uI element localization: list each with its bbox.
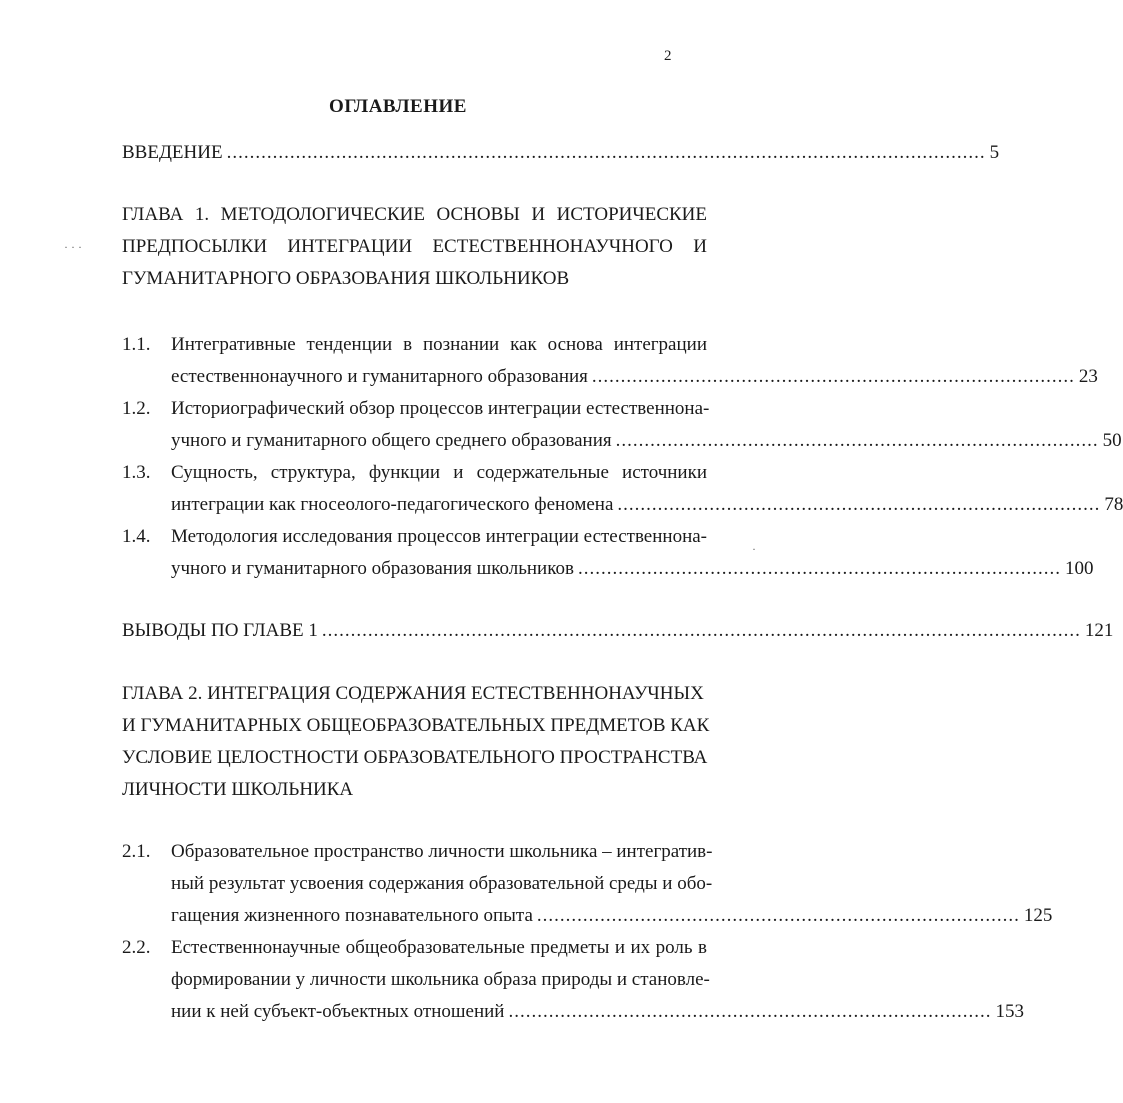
section-1-2-text: учного и гуманитарного общего среднего образования bbox=[171, 430, 612, 451]
section-number: 2.1. bbox=[122, 841, 151, 862]
section-1-4-line1[interactable]: Методология исследования процессов интеграции естественнона- bbox=[171, 526, 707, 547]
leader-dots: .................................................................................................................................... bbox=[321, 620, 1081, 641]
section-1-1-page: 23 bbox=[1078, 366, 1098, 387]
section-2-2-text: нии к ней субъект-объектных отношений bbox=[171, 1001, 505, 1022]
section-2-2-line3[interactable] bbox=[171, 1001, 1024, 1023]
section-1-3-line2[interactable] bbox=[171, 494, 1123, 516]
conclusions-page: 121 bbox=[1084, 620, 1114, 641]
section-1-3-text: интеграции как гносеолого-педагогического феномена bbox=[171, 494, 614, 515]
section-number: 1.4. bbox=[122, 526, 151, 547]
section-1-4-page: 100 bbox=[1064, 558, 1094, 579]
chapter1-heading-line2[interactable]: ПРЕДПОСЫЛКИ ИНТЕГРАЦИИ ЕСТЕСТВЕННОНАУЧНОГО И bbox=[122, 236, 707, 257]
toc-entry-introduction[interactable] bbox=[122, 142, 1000, 164]
section-number: 2.2. bbox=[122, 937, 151, 958]
section-2-1-line2[interactable]: ный результат усвоения содержания образовательной среды и обо- bbox=[171, 873, 713, 894]
chapter2-heading-line1[interactable]: ГЛАВА 2. ИНТЕГРАЦИЯ СОДЕРЖАНИЯ ЕСТЕСТВЕННОНАУЧНЫХ bbox=[122, 683, 704, 704]
leader-dots: .................................................................................................................................... bbox=[226, 142, 986, 163]
chapter1-heading-line3[interactable]: ГУМАНИТАРНОГО ОБРАЗОВАНИЯ ШКОЛЬНИКОВ bbox=[122, 268, 570, 289]
section-2-2-line1[interactable]: Естественнонаучные общеобразовательные предметы и их роль в bbox=[171, 937, 707, 958]
section-number: 1.1. bbox=[122, 334, 151, 355]
leader-dots: .................................................................................... bbox=[591, 366, 1075, 387]
chapter2-heading-line2[interactable]: И ГУМАНИТАРНЫХ ОБЩЕОБРАЗОВАТЕЛЬНЫХ ПРЕДМЕТОВ КАК bbox=[122, 715, 710, 736]
leader-dots: .................................................................................... bbox=[577, 558, 1061, 579]
leader-dots: .................................................................................... bbox=[617, 494, 1101, 515]
section-1-2-line2[interactable] bbox=[171, 430, 1122, 452]
section-1-3-page: 78 bbox=[1104, 494, 1123, 515]
section-2-1-text: гащения жизненного познавательного опыта bbox=[171, 905, 533, 926]
leader-dots: .................................................................................... bbox=[536, 905, 1020, 926]
section-1-1-line2[interactable] bbox=[171, 366, 1098, 388]
section-1-3-line1[interactable]: Сущность, структура, функции и содержательные источники bbox=[171, 462, 707, 483]
section-2-2-line2[interactable]: формировании у личности школьника образа природы и становле- bbox=[171, 969, 710, 990]
section-2-2-page: 153 bbox=[995, 1001, 1024, 1022]
scan-speck: · bbox=[752, 542, 756, 556]
section-2-1-page: 125 bbox=[1023, 905, 1053, 926]
scan-speck: · · · bbox=[64, 240, 82, 254]
section-2-1-line1[interactable]: Образовательное пространство личности школьника – интегратив- bbox=[171, 841, 713, 862]
page-number: 2 bbox=[664, 48, 672, 64]
section-number: 1.3. bbox=[122, 462, 151, 483]
section-1-4-text: учного и гуманитарного образования школьников bbox=[171, 558, 574, 579]
chapter2-heading-line3[interactable]: УСЛОВИЕ ЦЕЛОСТНОСТИ ОБРАЗОВАТЕЛЬНОГО ПРОСТРАНСТВА bbox=[122, 747, 708, 768]
introduction-label: ВВЕДЕНИЕ bbox=[122, 142, 223, 163]
section-number: 1.2. bbox=[122, 398, 151, 419]
toc-title: ОГЛАВЛЕНИЕ bbox=[329, 96, 467, 117]
section-1-2-line1[interactable]: Историографический обзор процессов интеграции естественнона- bbox=[171, 398, 710, 419]
section-1-2-page: 50 bbox=[1102, 430, 1122, 451]
section-1-1-line1[interactable]: Интегративные тенденции в познании как основа интеграции bbox=[171, 334, 707, 355]
conclusions-label: ВЫВОДЫ ПО ГЛАВЕ 1 bbox=[122, 620, 318, 641]
section-2-1-line3[interactable] bbox=[171, 905, 1053, 927]
section-1-4-line2[interactable] bbox=[171, 558, 1094, 580]
chapter1-heading-line1[interactable]: ГЛАВА 1. МЕТОДОЛОГИЧЕСКИЕ ОСНОВЫ И ИСТОРИЧЕСКИЕ bbox=[122, 204, 707, 225]
toc-entry-conclusions-1[interactable] bbox=[122, 620, 1114, 642]
leader-dots: .................................................................................... bbox=[615, 430, 1099, 451]
section-1-1-text: естественнонаучного и гуманитарного образования bbox=[171, 366, 588, 387]
leader-dots: .................................................................................... bbox=[508, 1001, 992, 1022]
introduction-page: 5 bbox=[989, 142, 1000, 163]
chapter2-heading-line4[interactable]: ЛИЧНОСТИ ШКОЛЬНИКА bbox=[122, 779, 354, 800]
